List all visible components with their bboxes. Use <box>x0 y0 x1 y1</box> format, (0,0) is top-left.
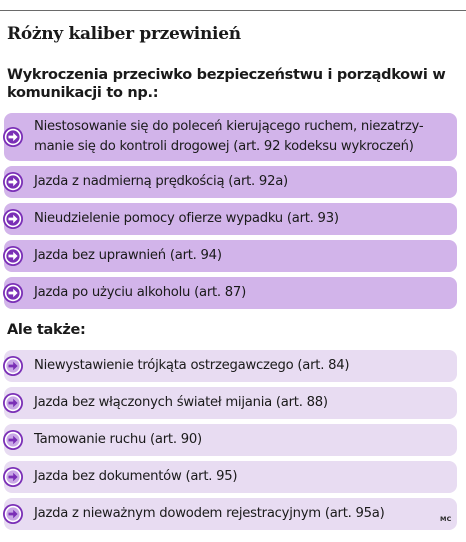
list-item <box>4 277 457 309</box>
secondary-offense-list <box>4 350 457 535</box>
arrow-right-circle-icon <box>2 208 24 230</box>
top-divider <box>0 10 466 11</box>
list-item-label: Jazda bez włączonych świateł mijania (art. 88) <box>34 395 328 410</box>
list-item-label: Nieudzielenie pomocy ofierze wypadku (art. 93) <box>34 211 339 226</box>
author-credit: MC <box>440 515 452 523</box>
arrow-right-circle-icon <box>2 126 24 148</box>
list-item <box>4 113 457 161</box>
section-heading: Ale także: <box>7 322 86 338</box>
list-item-label: Jazda po użyciu alkoholu (art. 87) <box>34 285 246 300</box>
arrow-right-circle-icon <box>2 466 24 488</box>
list-item <box>4 240 457 272</box>
list-item <box>4 424 457 456</box>
list-item <box>4 350 457 382</box>
list-item-label: Jazda bez dokumentów (art. 95) <box>34 469 238 484</box>
arrow-right-circle-icon <box>2 503 24 525</box>
list-item-label: Tamowanie ruchu (art. 90) <box>34 432 202 447</box>
arrow-right-circle-icon <box>2 245 24 267</box>
list-item-label: Jazda bez uprawnień (art. 94) <box>34 248 222 263</box>
primary-offense-list <box>4 113 457 314</box>
list-item-label: Niewystawienie trójkąta ostrzegawczego (art. 84) <box>34 358 350 373</box>
list-item <box>4 498 457 530</box>
subtitle-text: Wykroczenia przeciwko bezpieczeństwu i porządkowi w komunikacji to np.: <box>7 67 446 101</box>
page-title: Różny kaliber przewinień <box>7 24 241 44</box>
arrow-right-circle-icon <box>2 392 24 414</box>
list-item-label: Jazda z nadmierną prędkością (art. 92a) <box>34 174 288 189</box>
arrow-right-circle-icon <box>2 355 24 377</box>
list-item-label: Niestosowanie się do poleceń kierującego ruchem, niezatrzy-manie się do kontroli drogowej (art. 92 kodeksu wykroczeń) <box>34 119 424 154</box>
list-item <box>4 461 457 493</box>
list-item <box>4 387 457 419</box>
list-item <box>4 203 457 235</box>
list-item <box>4 166 457 198</box>
arrow-right-circle-icon <box>2 429 24 451</box>
list-item-label: Jazda z nieważnym dowodem rejestracyjnym (art. 95a) <box>34 506 385 521</box>
section-subtitle <box>7 66 447 102</box>
arrow-right-circle-icon <box>2 171 24 193</box>
arrow-right-circle-icon <box>2 282 24 304</box>
